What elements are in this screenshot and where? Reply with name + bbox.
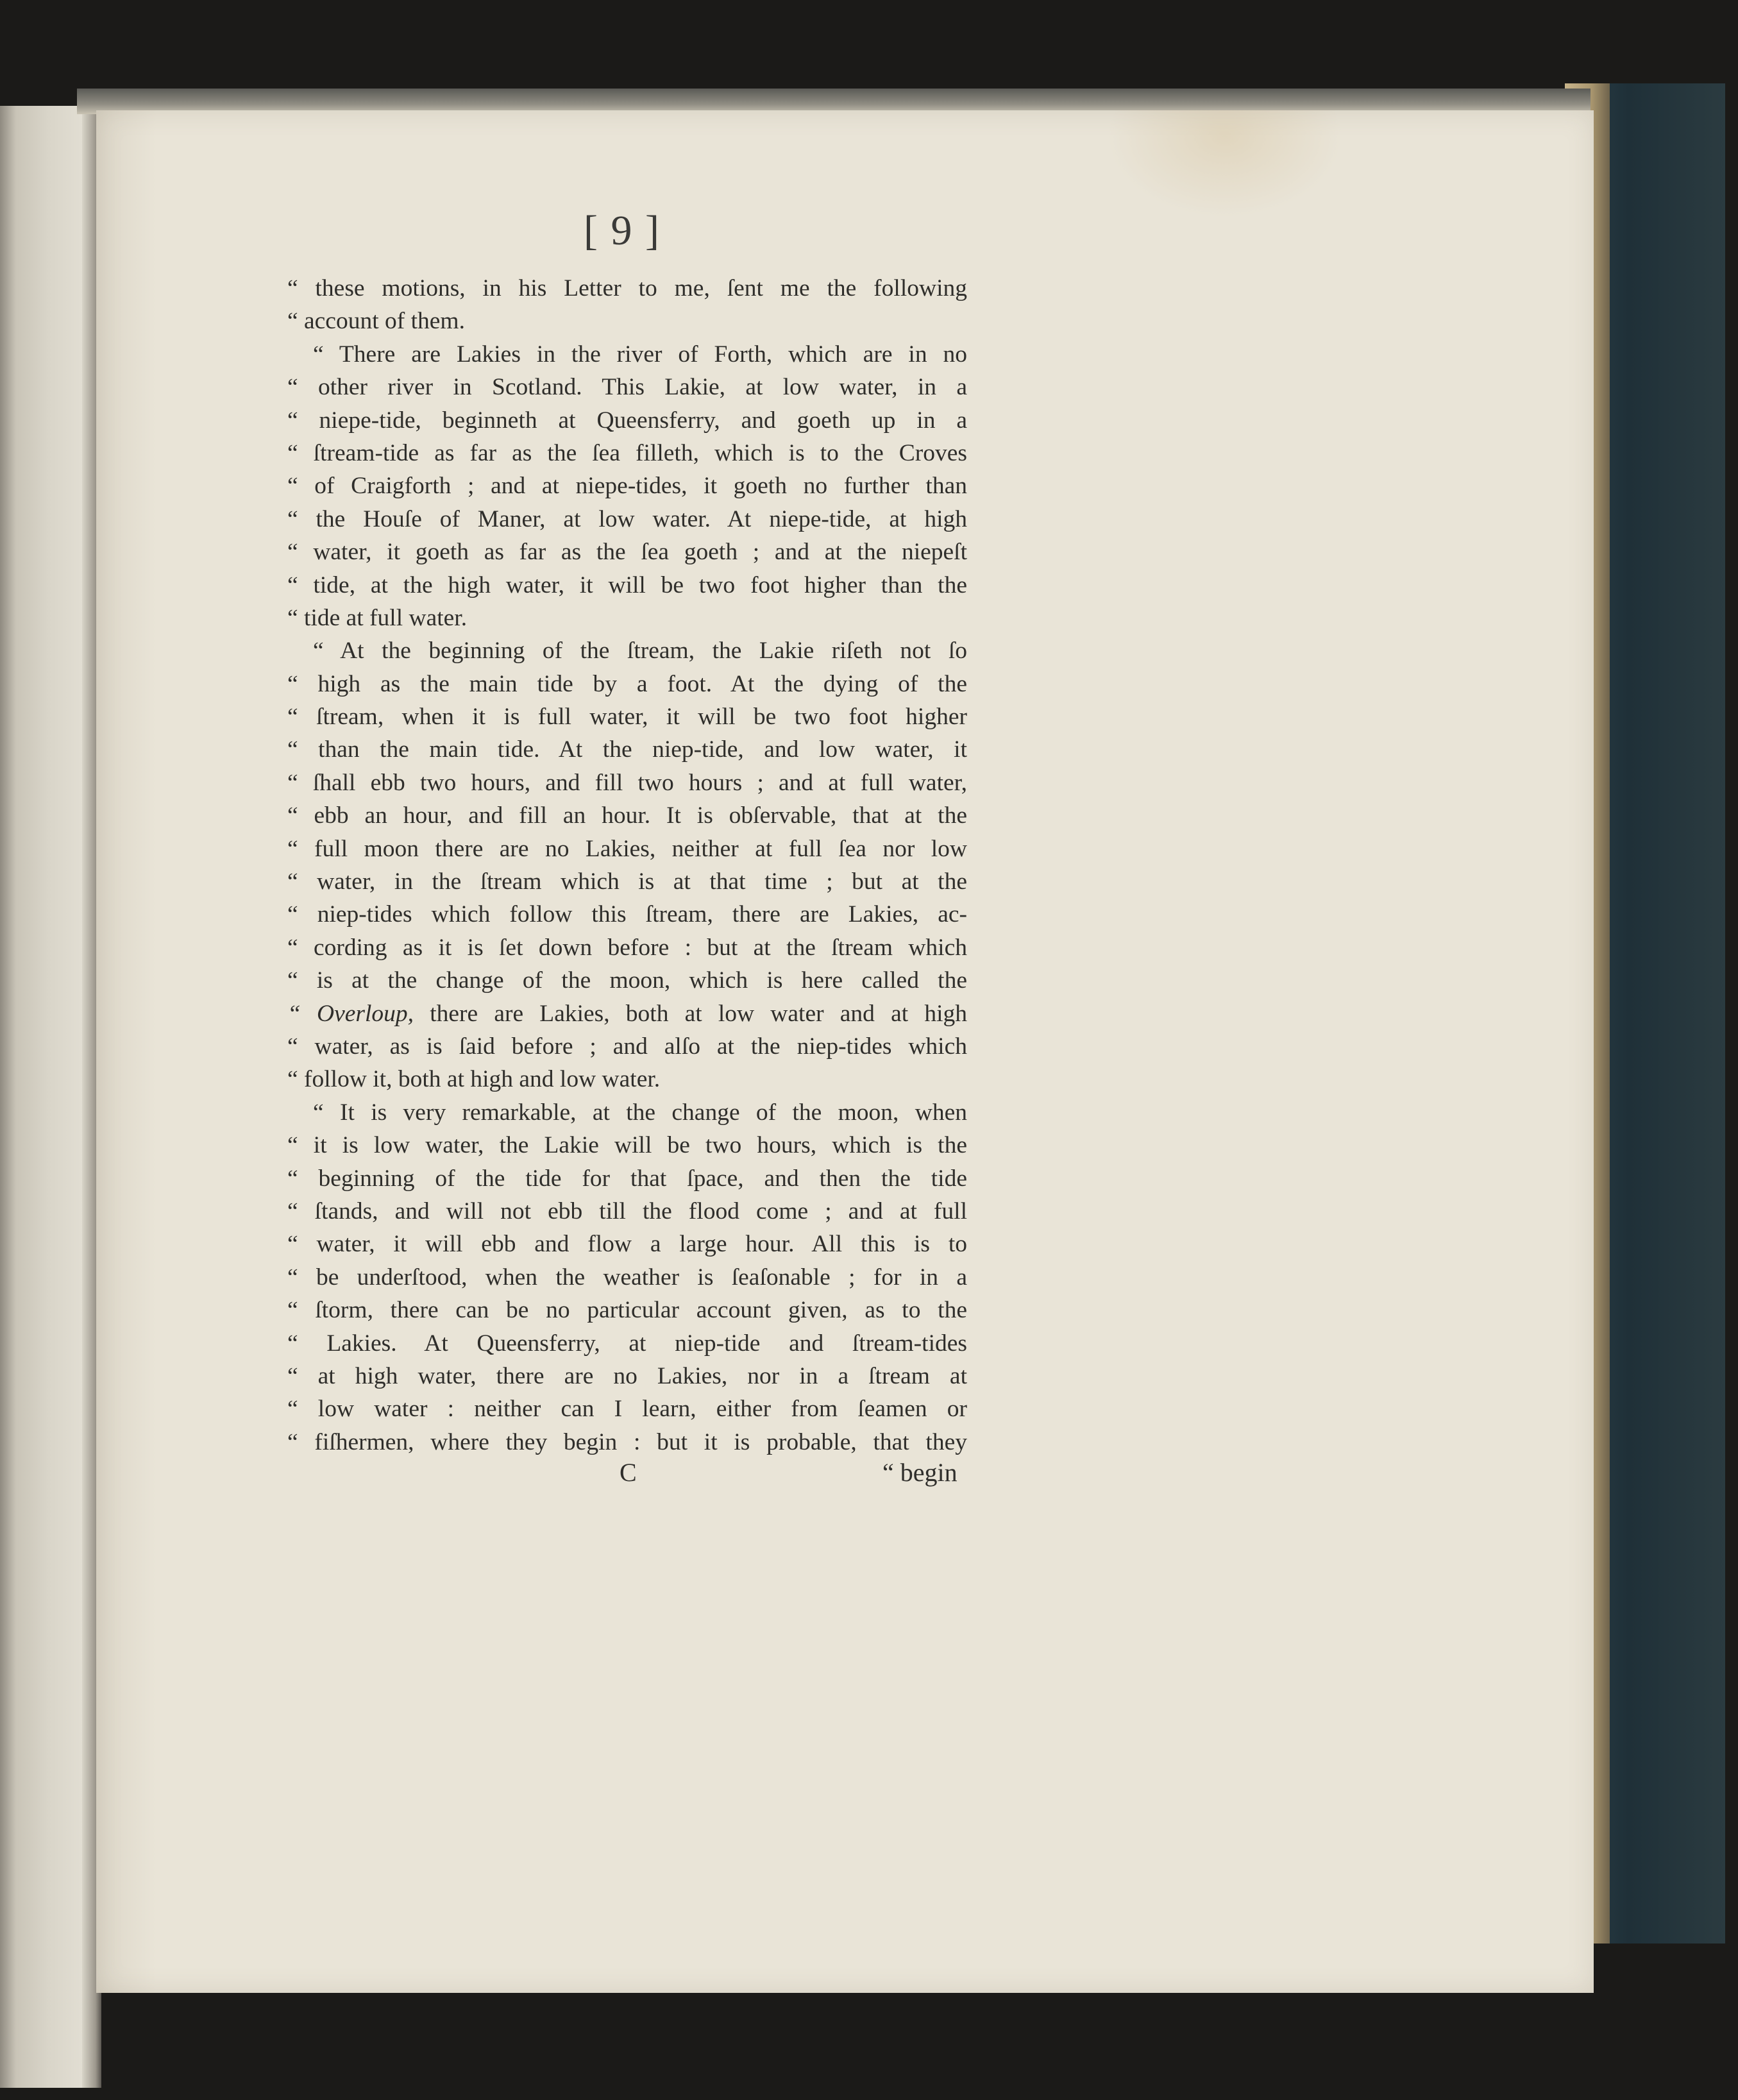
text-line: “ these motions, in his Letter to me, ſent me the following (287, 275, 967, 301)
text-line: “ high as the main tide by a foot. At the dying of the (287, 670, 967, 697)
text-line: “ fiſhermen, where they begin : but it is probable, that they (287, 1428, 967, 1455)
text-line: “ low water : neither can I learn, either from ſeamen or (287, 1396, 967, 1423)
text-line: “ cording as it is ſet down before : but at the ſtream which (287, 934, 967, 961)
text-line: “ follow it, both at high and low water. (287, 1066, 661, 1093)
text-line: “ ſtands, and will not ebb till the flood come ; and at full (287, 1198, 967, 1224)
text-line: “ than the main tide. At the niep-tide, and low water, it (287, 736, 967, 763)
text-line: “ beginning of the tide for that ſpace, and then the tide (287, 1165, 967, 1192)
text-line: “ ſtream, when it is full water, it will be two foot higher (287, 704, 967, 731)
text-line: “ It is very remarkable, at the change of the moon, when (313, 1099, 967, 1126)
text-line: “ niep-tides which follow this ſtream, there are Lakies, ac- (287, 901, 967, 928)
text-line: “ water, in the ſtream which is at that time ; but at the (287, 868, 967, 895)
text-line: “ the Houſe of Maner, at low water. At niepe-tide, at high (287, 505, 967, 532)
text-line: “ of Craigforth ; and at niepe-tides, it goeth no further than (287, 473, 967, 500)
text-line: “ at high water, there are no Lakies, nor in a ſtream at (287, 1362, 967, 1389)
text-line: “ is at the change of the moon, which is here called the (287, 967, 967, 994)
text-line: “ water, it goeth as far as the ſea goeth ; and at the niepeſt (287, 539, 967, 566)
text-line: “ ſtorm, there can be no particular account given, as to the (287, 1297, 967, 1324)
catchword: “ begin (882, 1458, 958, 1487)
signature-mark: C (620, 1458, 637, 1487)
text-line: “ full moon there are no Lakies, neither at full ſea nor low (287, 835, 967, 862)
text-line: “ ſhall ebb two hours, and fill two hours ; and at full water, (287, 769, 967, 796)
text-line: “ it is low water, the Lakie will be two hours, which is the (287, 1132, 967, 1159)
text-line-rest: there are Lakies, both at low water and at high (414, 1000, 967, 1027)
text-line: “ ſtream-tide as far as the ſea filleth, which is to the Croves (287, 439, 967, 466)
text-line: “ There are Lakies in the river of Forth, which are in no (313, 341, 967, 368)
text-line: “ ebb an hour, and fill an hour. It is obſervable, that at the (287, 802, 967, 829)
text-line: “ account of them. (287, 308, 465, 335)
text-line: “ other river in Scotland. This Lakie, at low water, in a (287, 374, 967, 401)
text-line: “ water, it will ebb and flow a large hour. All this is to (287, 1231, 967, 1258)
italic-word: “ Overloup, (287, 1000, 414, 1027)
text-line (287, 997, 967, 1030)
text-line: “ be underſtood, when the weather is ſeaſonable ; for in a (287, 1264, 967, 1291)
page-number: [ 9 ] (584, 207, 661, 254)
text-line: “ tide at full water. (287, 604, 468, 631)
left-page-edge (0, 106, 89, 2088)
text-line: “ Lakies. At Queensferry, at niep-tide and ſtream-tides (287, 1330, 967, 1357)
text-line: “ At the beginning of the ſtream, the Lakie riſeth not ſo (313, 638, 967, 665)
text-line: “ tide, at the high water, it will be two foot higher than the (287, 572, 967, 598)
body-text (287, 272, 967, 1459)
text-line: “ niepe-tide, beginneth at Queensferry, and goeth up in a (287, 407, 967, 434)
text-line: “ water, as is ſaid before ; and alſo at the niep-tides which (287, 1033, 967, 1060)
